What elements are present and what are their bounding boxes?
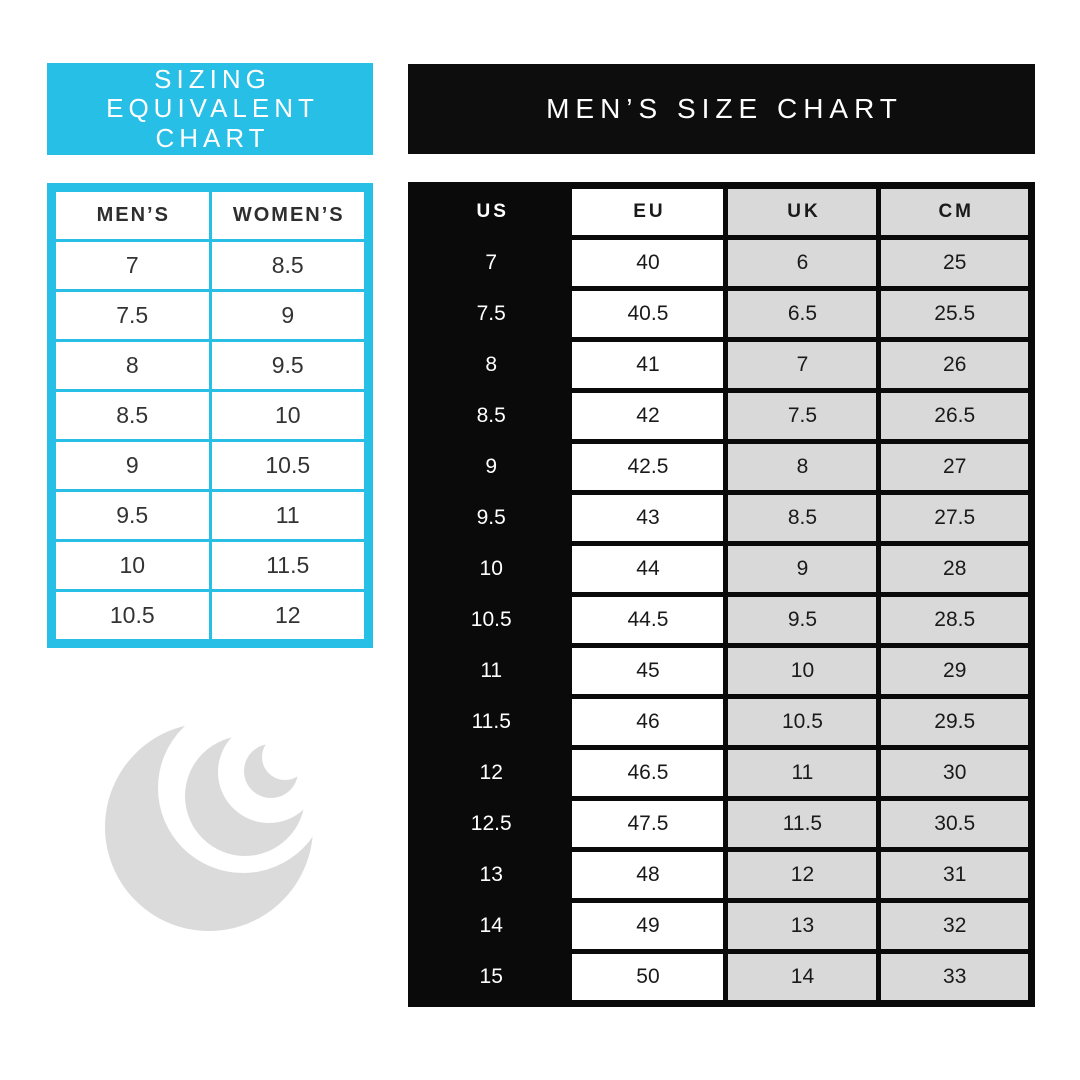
table-cell: 8.5 <box>728 495 876 541</box>
table-cell: 27.5 <box>881 495 1028 541</box>
brand-logo <box>85 695 330 957</box>
table-cell: 11 <box>212 492 365 539</box>
table-cell: 14 <box>728 954 876 1000</box>
table-cell: 7.5 <box>476 302 506 325</box>
table-cell: 15 <box>479 965 503 988</box>
table-cell: 25 <box>881 240 1028 286</box>
table-cell: 10.5 <box>212 442 365 489</box>
table-cell: 42.5 <box>572 444 723 490</box>
table-cell: 50 <box>572 954 723 1000</box>
title-line: SIZING <box>154 64 271 95</box>
title-line: EQUIVALENT <box>106 93 319 124</box>
table-cell: 27 <box>881 444 1028 490</box>
size-table-header-cm: CM <box>881 189 1028 235</box>
table-cell: 9.5 <box>728 597 876 643</box>
table-cell: 10.5 <box>470 608 512 631</box>
table-cell: 10 <box>212 392 365 439</box>
table-cell: 14 <box>479 914 503 937</box>
mens-size-table <box>408 182 1035 1007</box>
table-cell: 44.5 <box>572 597 723 643</box>
table-cell: 33 <box>881 954 1028 1000</box>
table-cell: 43 <box>572 495 723 541</box>
table-cell: 12 <box>479 761 503 784</box>
table-cell: 12 <box>212 592 365 639</box>
table-cell: 9.5 <box>212 342 365 389</box>
table-cell: 7 <box>485 251 498 274</box>
triple-crescent-logo-icon <box>85 695 330 957</box>
table-cell: 46.5 <box>572 750 723 796</box>
table-cell: 13 <box>728 903 876 949</box>
table-cell: 12.5 <box>470 812 512 835</box>
table-cell: 8 <box>728 444 876 490</box>
table-cell: 7 <box>56 242 209 289</box>
table-cell: 31 <box>881 852 1028 898</box>
table-cell: 8 <box>56 342 209 389</box>
size-table-header-uk: UK <box>728 189 876 235</box>
table-cell: 10.5 <box>56 592 209 639</box>
table-cell: 9.5 <box>56 492 209 539</box>
table-cell: 10 <box>479 557 503 580</box>
table-cell: 9 <box>56 442 209 489</box>
table-cell: 44 <box>572 546 723 592</box>
equivalence-table <box>47 183 373 648</box>
table-cell: 32 <box>881 903 1028 949</box>
table-cell: 11.5 <box>728 801 876 847</box>
table-cell: 8.5 <box>212 242 365 289</box>
title-line: CHART <box>155 122 270 153</box>
table-cell: 48 <box>572 852 723 898</box>
table-cell: 9 <box>485 455 498 478</box>
table-cell: 30 <box>881 750 1028 796</box>
table-cell: 11 <box>728 750 876 796</box>
table-cell: 7.5 <box>56 292 209 339</box>
table-cell: 7.5 <box>728 393 876 439</box>
table-cell: 45 <box>572 648 723 694</box>
sizing-equivalent-title <box>47 63 373 155</box>
table-cell: 29.5 <box>881 699 1028 745</box>
table-cell: 28.5 <box>881 597 1028 643</box>
table-cell: 30.5 <box>881 801 1028 847</box>
table-cell: 42 <box>572 393 723 439</box>
table-cell: 29 <box>881 648 1028 694</box>
table-cell: 8 <box>485 353 498 376</box>
table-cell: 8.5 <box>56 392 209 439</box>
table-cell: 10.5 <box>728 699 876 745</box>
table-cell: 11.5 <box>212 542 365 589</box>
table-cell: 46 <box>572 699 723 745</box>
size-table-header-us: US <box>476 201 509 222</box>
table-cell: 49 <box>572 903 723 949</box>
table-cell: 40.5 <box>572 291 723 337</box>
table-cell: 9.5 <box>476 506 506 529</box>
table-cell: 6 <box>728 240 876 286</box>
table-cell: 11 <box>480 659 503 682</box>
table-cell: 25.5 <box>881 291 1028 337</box>
table-cell: 8.5 <box>476 404 506 427</box>
table-cell: 9 <box>212 292 365 339</box>
table-cell: 41 <box>572 342 723 388</box>
equivalence-table-header-mens: MEN’S <box>56 192 209 239</box>
table-cell: 10 <box>728 648 876 694</box>
table-cell: 10 <box>56 542 209 589</box>
table-cell: 28 <box>881 546 1028 592</box>
table-cell: 11.5 <box>471 710 511 733</box>
table-cell: 13 <box>479 863 503 886</box>
table-cell: 47.5 <box>572 801 723 847</box>
table-cell: 40 <box>572 240 723 286</box>
mens-size-chart-title <box>408 64 1035 154</box>
size-table-header-eu: EU <box>572 189 723 235</box>
title-text: MEN’S SIZE CHART <box>546 93 903 124</box>
table-cell: 26 <box>881 342 1028 388</box>
table-cell: 9 <box>728 546 876 592</box>
equivalence-table-header-womens: WOMEN’S <box>212 192 365 239</box>
table-cell: 12 <box>728 852 876 898</box>
table-cell: 6.5 <box>728 291 876 337</box>
table-cell: 7 <box>728 342 876 388</box>
table-cell: 26.5 <box>881 393 1028 439</box>
